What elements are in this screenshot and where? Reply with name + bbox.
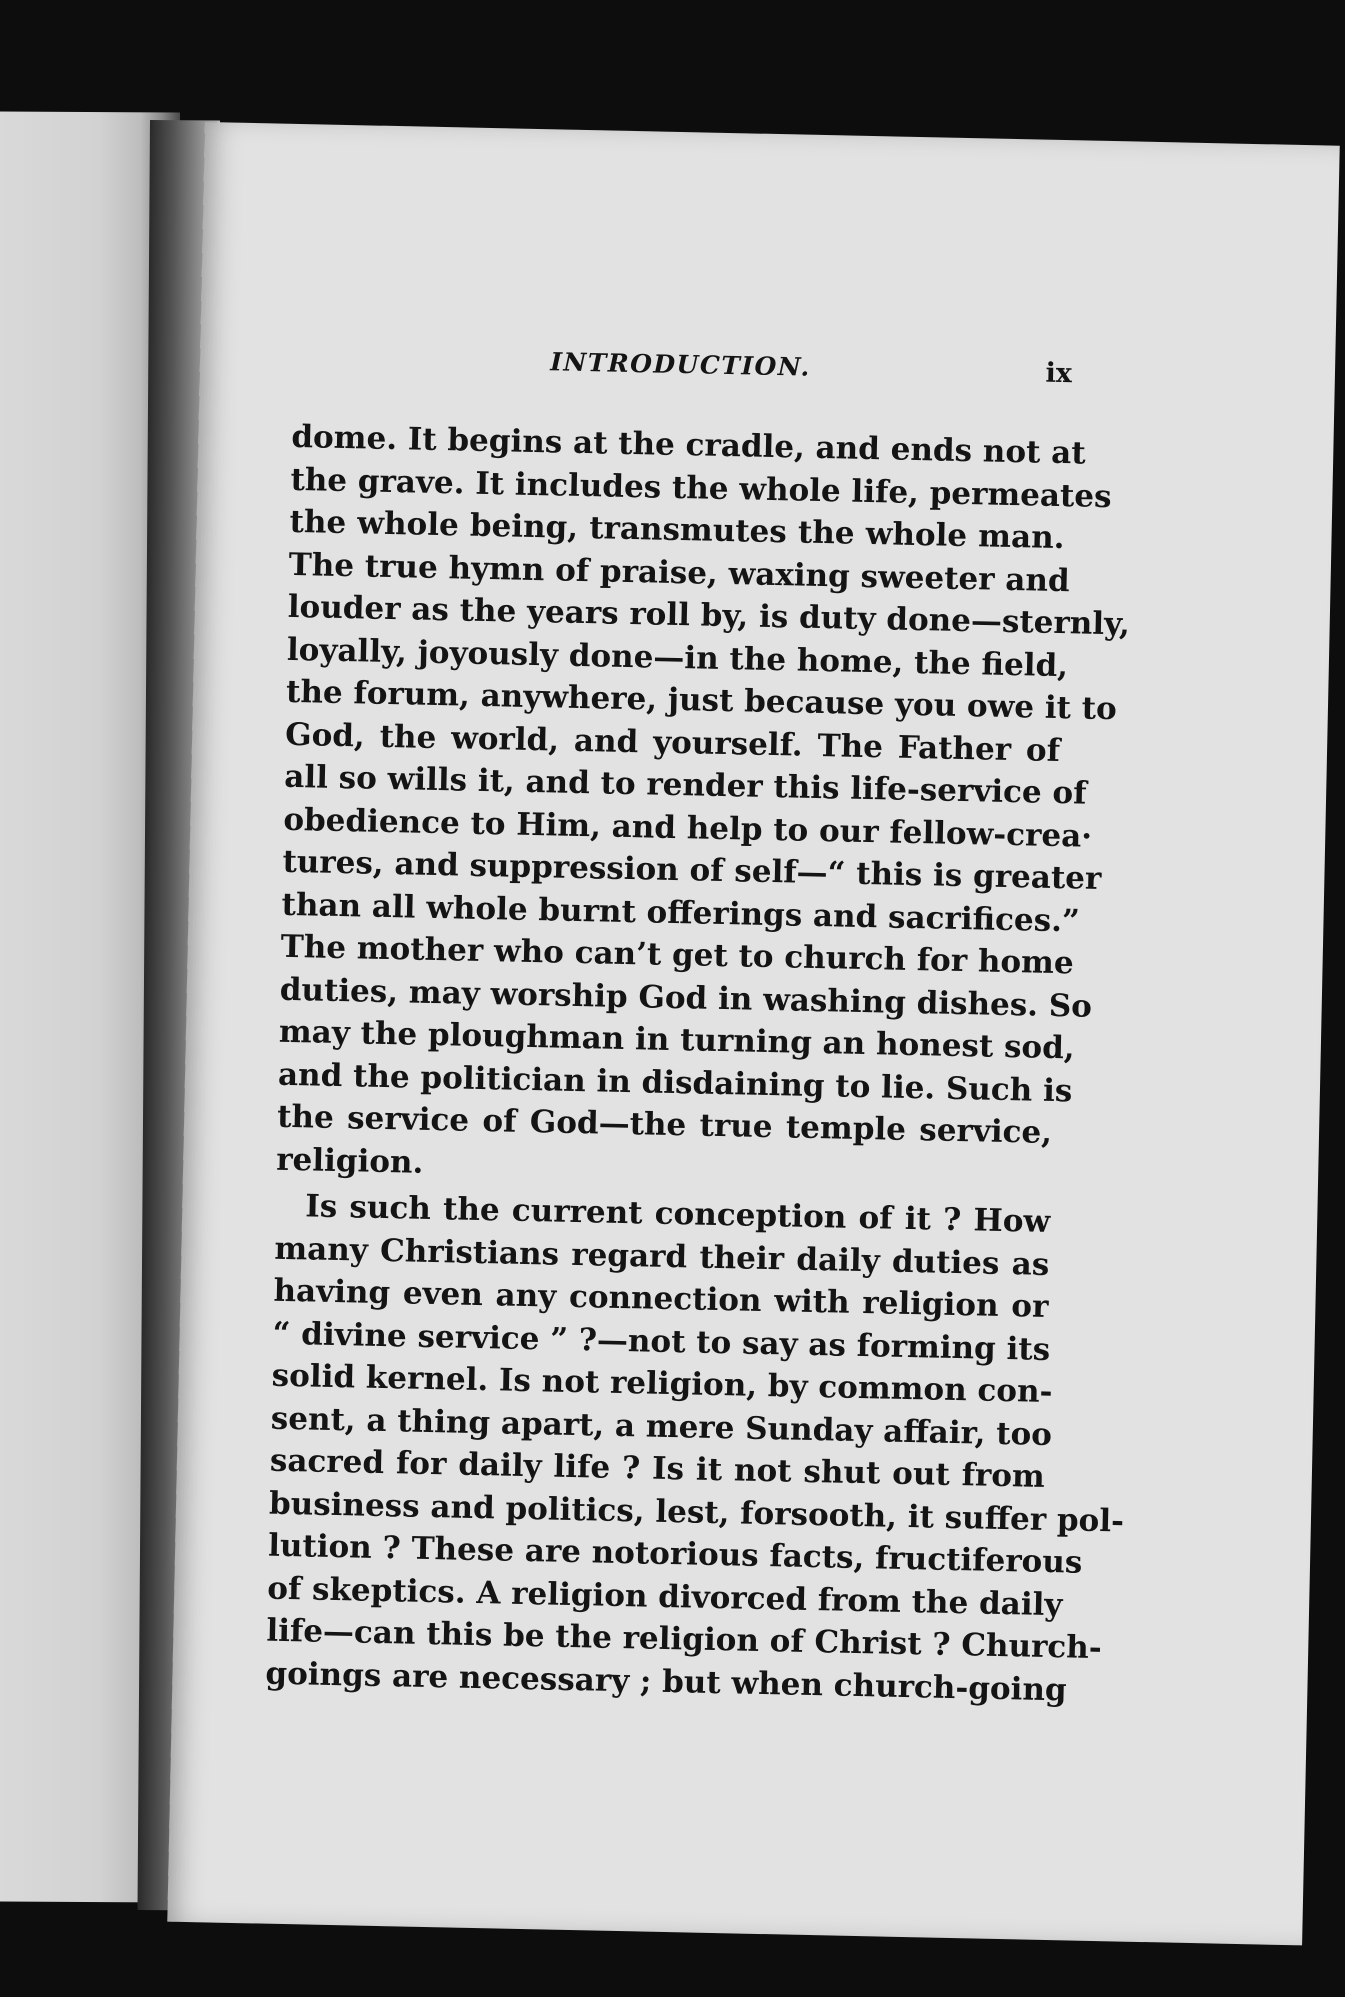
text-line: “ divine service ” ?—not to say as forming its bbox=[272, 1315, 1051, 1368]
text-line: all so wills it, and to render this life-service of bbox=[283, 758, 1087, 812]
text-line: God, the world, and yourself. The Father of bbox=[284, 716, 1061, 769]
text-line: The mother who can’t get to church for home bbox=[280, 928, 1075, 982]
text-line: business and politics, lest, forsooth, it suffer pol- bbox=[268, 1485, 1125, 1540]
paragraph-1 bbox=[275, 416, 1131, 1197]
text-line: sent, a thing apart, a mere Sunday affair, too bbox=[270, 1400, 1053, 1453]
text-line: tures, and suppression of self—“ this is greater bbox=[282, 843, 1102, 897]
paragraph-2 bbox=[265, 1185, 1125, 1711]
text-line: the forum, anywhere, just because you owe it to bbox=[285, 673, 1118, 728]
text-line: the service of God—the true temple service, bbox=[276, 1098, 1053, 1151]
text-line: louder as the years roll by, is duty done—sternly, bbox=[287, 588, 1131, 643]
text-line: sacred for daily life ? Is it not shut out from bbox=[269, 1442, 1046, 1495]
page-text bbox=[265, 342, 1131, 1711]
running-head-title: INTRODUCTION. bbox=[549, 347, 812, 382]
text-line: having even any connection with religion or bbox=[273, 1272, 1049, 1325]
page-number: ix bbox=[1045, 357, 1073, 390]
text-line: life—can this be the religion of Christ ? Church- bbox=[266, 1612, 1103, 1667]
text-line: the whole being, transmutes the whole man. bbox=[289, 503, 1065, 557]
text-line: than all whole burnt offerings and sacrifices.” bbox=[281, 886, 1081, 939]
text-line: goings are necessary ; but when church-going bbox=[265, 1655, 1067, 1708]
running-head bbox=[293, 342, 1073, 398]
text-line: and the politician in disdaining to lie. Such is bbox=[277, 1056, 1073, 1109]
text-line: of skeptics. A religion divorced from the daily bbox=[266, 1570, 1063, 1623]
text-line: many Christians regard their daily duties as bbox=[274, 1230, 1050, 1283]
text-line: lution ? These are notorious facts, fructiferous bbox=[267, 1527, 1083, 1581]
text-line: The true hymn of praise, waxing sweeter and bbox=[288, 546, 1071, 599]
text-line: the grave. It includes the whole life, permeates bbox=[290, 461, 1112, 515]
text-line: dome. It begins at the cradle, and ends not at bbox=[291, 418, 1086, 472]
text-line: obedience to Him, and help to our fellow-crea· bbox=[283, 801, 1093, 855]
text-line: loyally, joyously done—in the home, the field, bbox=[286, 631, 1069, 684]
text-line: solid kernel. Is not religion, by common con- bbox=[271, 1357, 1053, 1411]
book-page bbox=[167, 122, 1339, 1945]
text-line: may the ploughman in turning an honest sod, bbox=[278, 1013, 1076, 1067]
text-line: Is such the current conception of it ? How bbox=[304, 1188, 1051, 1240]
text-line: religion. bbox=[275, 1141, 424, 1181]
text-line: duties, may worship God in washing dishes. So bbox=[279, 971, 1093, 1025]
